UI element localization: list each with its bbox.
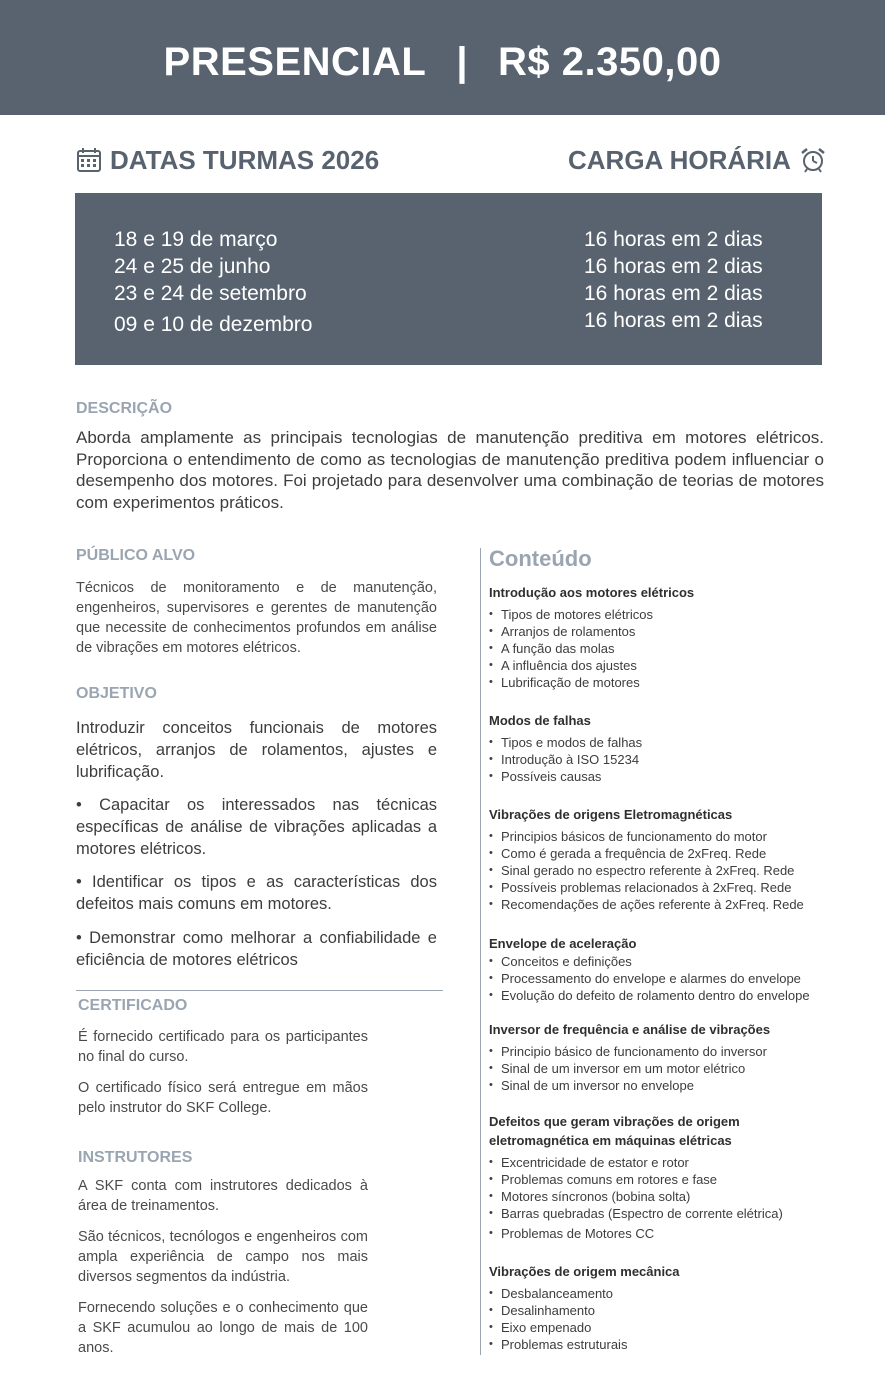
list-item: • Como é gerada a frequência de 2xFreq. Rede [489, 845, 859, 862]
content-section [489, 805, 859, 913]
content-section-title: Defeitos que geram vibrações de origem eletromagnética em máquinas elétricas [489, 1114, 740, 1148]
certificate-paragraph: É fornecido certificado para os participantes no final do curso. [78, 1029, 368, 1065]
objective-paragraph: • Identificar os tipos e as características dos defeitos mais comuns em motores. [76, 873, 437, 913]
list-item: • Problemas de Motores CC [489, 1225, 859, 1242]
content-list [489, 1154, 859, 1242]
content-section-title: Vibrações de origens Eletromagnéticas [489, 807, 733, 822]
course-mode: PRESENCIAL [163, 40, 427, 84]
list-item: • Sinal de um inversor no envelope [489, 1077, 859, 1094]
audience-label: PÚBLICO ALVO [76, 547, 196, 564]
hours-list [584, 226, 763, 334]
banner-separator: | [456, 40, 469, 84]
objective-label: OBJETIVO [76, 685, 157, 702]
content-title: Conteúdo [489, 546, 592, 571]
list-item: • Processamento do envelope e alarmes do envelope [489, 970, 859, 987]
hours-title: CARGA HORÁRIA [568, 144, 791, 175]
date-item: 24 e 25 de junho [114, 255, 271, 278]
hours-item: 16 horas em 2 dias [584, 255, 763, 278]
content-divider [480, 548, 481, 1355]
objective-paragraph: • Capacitar os interessados nas técnicas específicas de análise de vibrações aplicadas a motores elétricos. [76, 796, 437, 858]
list-item: • Sinal de um inversor em um motor elétrico [489, 1060, 859, 1077]
audience-text: Técnicos de monitoramento e de manutenção, engenheiros, supervisores e gerentes de manutenção que necessite de conhecimentos profundos em análise de vibrações em motores elétricos. [76, 580, 437, 656]
list-item: • Introdução à ISO 15234 [489, 751, 859, 768]
list-item: • Lubrificação de motores [489, 674, 859, 691]
list-item: • Possíveis problemas relacionados à 2xFreq. Rede [489, 879, 859, 896]
instructors-paragraph: Fornecendo soluções e o conhecimento que a SKF acumulou ao longo de mais de 100 anos. [78, 1300, 368, 1356]
course-price: R$ 2.350,00 [498, 40, 722, 84]
content-list [489, 734, 859, 785]
list-item: • Desbalanceamento [489, 1285, 859, 1302]
list-item: • Motores síncronos (bobina solta) [489, 1188, 859, 1205]
hours-heading [568, 142, 827, 178]
list-item: • Desalinhamento [489, 1302, 859, 1319]
list-item: • Problemas estruturais [489, 1336, 859, 1353]
dates-title: DATAS TURMAS 2026 [110, 144, 380, 175]
date-item: 09 e 10 de dezembro [114, 313, 313, 336]
divider [76, 990, 443, 991]
list-item: • Evolução do defeito de rolamento dentro do envelope [489, 987, 859, 1004]
list-item: • Tipos e modos de falhas [489, 734, 859, 751]
list-item: • Principios básicos de funcionamento do motor [489, 828, 859, 845]
list-item: • Tipos de motores elétricos [489, 606, 859, 623]
content-section-title: Modos de falhas [489, 713, 591, 728]
content-section [489, 934, 859, 1004]
certificate-label: CERTIFICADO [78, 997, 188, 1014]
description-label: DESCRIÇÃO [76, 400, 173, 417]
list-item: • Arranjos de rolamentos [489, 623, 859, 640]
content-section-title: Inversor de frequência e análise de vibrações [489, 1022, 771, 1037]
content-list [489, 953, 859, 1004]
content-list [489, 606, 859, 691]
list-item: • Sinal gerado no espectro referente à 2xFreq. Rede [489, 862, 859, 879]
hours-item: 16 horas em 2 dias [584, 282, 763, 305]
hours-item: 16 horas em 2 dias [584, 309, 763, 332]
calendar-icon [76, 147, 102, 173]
dates-box [75, 193, 822, 365]
content-list [489, 1043, 859, 1094]
hours-item: 16 horas em 2 dias [584, 228, 763, 251]
content-section [489, 1112, 783, 1242]
alarm-clock-icon [799, 146, 827, 174]
dates-heading [76, 142, 379, 178]
content-section [489, 1020, 859, 1094]
price-banner [0, 0, 885, 115]
date-item: 18 e 19 de março [114, 228, 278, 251]
date-item: 23 e 24 de setembro [114, 282, 307, 305]
content-section [489, 583, 859, 691]
list-item: • Barras quebradas (Espectro de corrente elétrica) [489, 1205, 859, 1222]
content-section-title: Introdução aos motores elétricos [489, 585, 695, 600]
content-section [489, 1262, 859, 1353]
list-item: • Eixo empenado [489, 1319, 859, 1336]
content-list [489, 828, 859, 913]
instructors-paragraph: A SKF conta com instrutores dedicados à área de treinamentos. [78, 1178, 368, 1214]
instructors-paragraph: São técnicos, tecnólogos e engenheiros com ampla experiência de campo nos mais diversos segmentos da indústria. [78, 1229, 368, 1285]
objective-paragraph: Introduzir conceitos funcionais de motores elétricos, arranjos de rolamentos, ajustes e lubrificação. [76, 719, 437, 781]
description-text: Aborda amplamente as principais tecnologias de manutenção preditiva em motores elétricos. Proporciona o entendimento de como as tecnologias de manutenção preditiva podem influenciar o desempenho dos motores. Foi projetado para desenvolver uma combinação de teorias de motores com experimentos práticos. [76, 428, 824, 512]
content-section [489, 711, 859, 785]
list-item: • Recomendações de ações referente à 2xFreq. Rede [489, 896, 859, 913]
objective-paragraph: • Demonstrar como melhorar a confiabilidade e eficiência de motores elétricos [76, 929, 437, 969]
content-section-title: Envelope de aceleração [489, 936, 637, 951]
list-item: • Possíveis causas [489, 768, 859, 785]
certificate-paragraph: O certificado físico será entregue em mãos pelo instrutor do SKF College. [78, 1080, 368, 1116]
list-item: • Conceitos e definições [489, 953, 859, 970]
list-item: • A influência dos ajustes [489, 657, 859, 674]
list-item: • A função das molas [489, 640, 859, 657]
list-item: • Excentricidade de estator e rotor [489, 1154, 859, 1171]
content-list [489, 1285, 859, 1353]
list-item: • Principio básico de funcionamento do inversor [489, 1043, 859, 1060]
content-section-title: Vibrações de origem mecânica [489, 1264, 680, 1279]
instructors-label: INSTRUTORES [78, 1149, 193, 1166]
list-item: • Problemas comuns em rotores e fase [489, 1171, 859, 1188]
dates-list [114, 226, 312, 338]
